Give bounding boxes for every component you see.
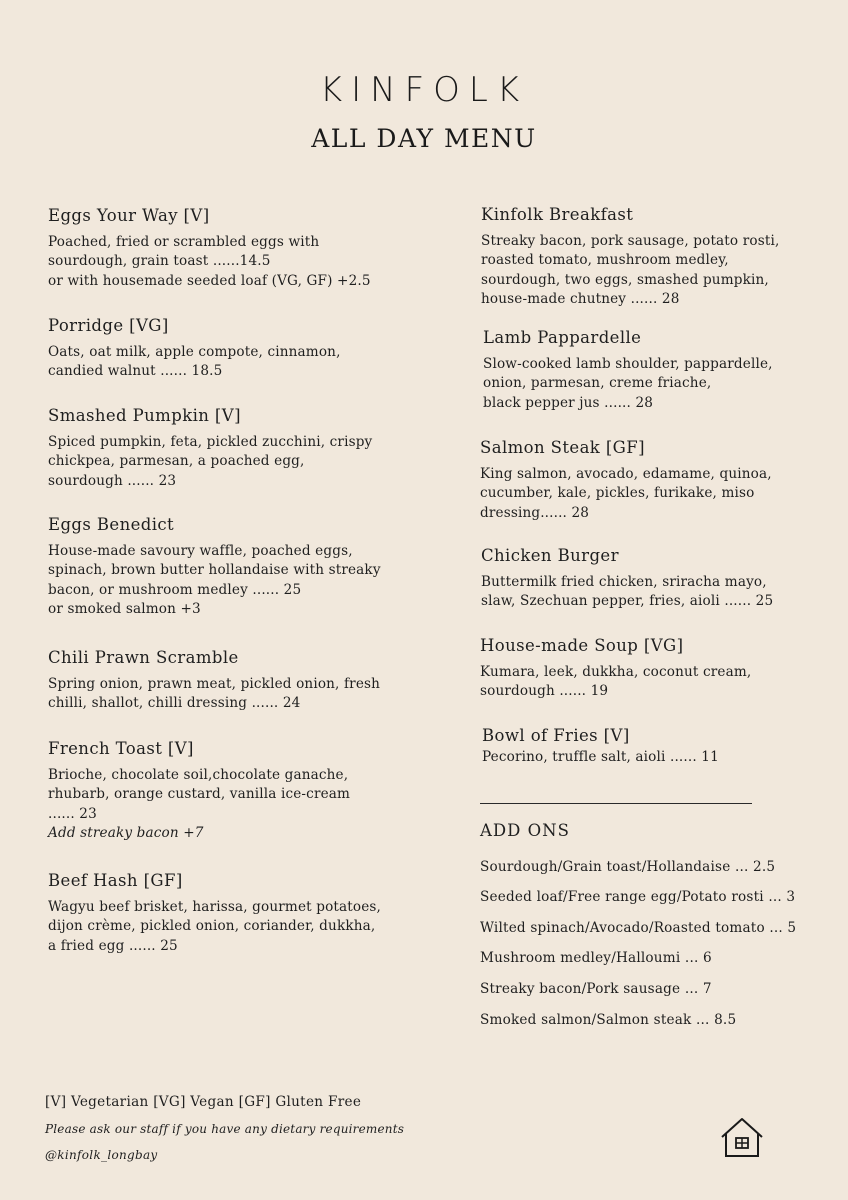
- menu-item-eggs-your-way: [48, 206, 371, 291]
- item-description: [48, 343, 341, 382]
- item-description: [483, 355, 773, 413]
- addons-title: ADD ONS: [480, 821, 570, 840]
- menu-item-beef-hash: [48, 871, 381, 956]
- desc-line: sourdough, grain toast ......14.5: [48, 253, 271, 270]
- item-description: [481, 232, 779, 309]
- desc-line: Spring onion, prawn meat, pickled onion, fresh: [48, 676, 381, 692]
- item-name: Chicken Burger: [481, 546, 619, 565]
- desc-line: bacon, or mushroom medley ...... 25: [48, 581, 302, 598]
- menu-item-porridge: [48, 316, 341, 382]
- item-description: [48, 233, 371, 291]
- menu-item-kinfolk-breakfast: [481, 205, 779, 309]
- desc-line: Brioche, chocolate soil,chocolate ganache,: [48, 767, 349, 783]
- desc-line: house-made chutney ...... 28: [481, 290, 680, 307]
- dietary-note: Please ask our staff if you have any dietary requirements: [45, 1122, 405, 1136]
- desc-line: candied walnut ...... 18.5: [48, 363, 223, 380]
- add-on-note: Add streaky bacon +7: [48, 824, 204, 841]
- item-description: [48, 433, 372, 491]
- desc-line: slaw, Szechuan pepper, fries, aioli ...... 25: [481, 593, 774, 610]
- menu-item-french-toast: [48, 739, 350, 843]
- item-name: Kinfolk Breakfast: [481, 205, 634, 224]
- menu-item-salmon-steak: [480, 438, 772, 523]
- addon-item: Smoked salmon/Salmon steak ... 8.5: [480, 1012, 737, 1028]
- desc-line: dressing...... 28: [480, 504, 590, 521]
- addon-item: Mushroom medley/Halloumi ... 6: [480, 950, 712, 966]
- desc-line: onion, parmesan, creme friache,: [483, 375, 712, 392]
- desc-line: ...... 23: [48, 805, 97, 822]
- item-description: [480, 663, 751, 702]
- item-name: Lamb Pappardelle: [483, 328, 642, 347]
- item-name: Salmon Steak [GF]: [480, 438, 645, 457]
- desc-line: sourdough ...... 19: [480, 683, 609, 700]
- desc-line: rhubarb, orange custard, vanilla ice-cream: [48, 786, 351, 803]
- desc-line: Spiced pumpkin, feta, pickled zucchini, crispy: [48, 434, 373, 450]
- addon-item: Sourdough/Grain toast/Hollandaise ... 2.5: [480, 859, 776, 875]
- item-name: Bowl of Fries [V]: [482, 726, 630, 745]
- social-handle: @kinfolk_longbay: [45, 1148, 158, 1162]
- menu-item-chili-prawn-scramble: [48, 648, 380, 714]
- item-name: Porridge [VG]: [48, 316, 169, 335]
- item-name: Eggs Your Way [V]: [48, 206, 210, 225]
- desc-line: Slow-cooked lamb shoulder, pappardelle,: [483, 356, 773, 372]
- item-description: [482, 748, 719, 767]
- desc-line: Oats, oat milk, apple compote, cinnamon,: [48, 344, 341, 360]
- dietary-legend: [V] Vegetarian [VG] Vegan [GF] Gluten Free: [45, 1094, 362, 1110]
- menu-item-eggs-benedict: [48, 515, 381, 619]
- menu-item-smashed-pumpkin: [48, 406, 372, 491]
- desc-line: chickpea, parmesan, a poached egg,: [48, 453, 305, 470]
- desc-line: black pepper jus ...... 28: [483, 394, 654, 411]
- desc-line: Streaky bacon, pork sausage, potato rosti,: [481, 233, 780, 249]
- desc-line: Poached, fried or scrambled eggs with: [48, 234, 320, 250]
- addon-item: Streaky bacon/Pork sausage ... 7: [480, 981, 712, 997]
- desc-line: Pecorino, truffle salt, aioli ...... 11: [482, 749, 719, 765]
- menu-item-chicken-burger: [481, 546, 773, 612]
- desc-line: or with housemade seeded loaf (VG, GF) +2.5: [48, 272, 371, 289]
- menu-title: ALL DAY MENU: [311, 124, 537, 153]
- desc-line: King salmon, avocado, edamame, quinoa,: [480, 466, 772, 482]
- item-description: [481, 573, 773, 612]
- desc-line: a fried egg ...... 25: [48, 937, 178, 954]
- desc-line: sourdough ...... 23: [48, 472, 177, 489]
- menu-item-bowl-of-fries: [482, 726, 719, 767]
- desc-line: Buttermilk fried chicken, sriracha mayo,: [481, 574, 767, 590]
- item-description: [480, 465, 772, 523]
- divider: [480, 803, 752, 804]
- desc-line: spinach, brown butter hollandaise with streaky: [48, 562, 381, 579]
- item-description: [48, 898, 381, 956]
- item-description: [48, 766, 350, 843]
- desc-line: roasted tomato, mushroom medley,: [481, 252, 729, 269]
- item-name: Smashed Pumpkin [V]: [48, 406, 241, 425]
- item-name: Eggs Benedict: [48, 515, 175, 534]
- brand-logo: KINFOLK: [319, 70, 529, 110]
- item-name: House-made Soup [VG]: [480, 636, 684, 655]
- desc-line: sourdough, two eggs, smashed pumpkin,: [481, 271, 769, 288]
- item-description: [48, 675, 380, 714]
- desc-line: dijon crème, pickled onion, coriander, dukkha,: [48, 918, 376, 935]
- item-description: [48, 542, 381, 619]
- desc-line: Wagyu beef brisket, harissa, gourmet potatoes,: [48, 899, 382, 915]
- item-name: Beef Hash [GF]: [48, 871, 183, 890]
- addon-item: Wilted spinach/Avocado/Roasted tomato ... 5: [480, 920, 797, 936]
- desc-line: House-made savoury waffle, poached eggs,: [48, 543, 353, 559]
- desc-line: cucumber, kale, pickles, furikake, miso: [480, 485, 755, 502]
- desc-line: or smoked salmon +3: [48, 600, 201, 617]
- menu-item-lamb-pappardelle: [483, 328, 773, 413]
- menu-item-house-made-soup: [480, 636, 751, 702]
- item-name: French Toast [V]: [48, 739, 194, 758]
- desc-line: Kumara, leek, dukkha, coconut cream,: [480, 664, 752, 680]
- addon-item: Seeded loaf/Free range egg/Potato rosti ... 3: [480, 889, 796, 905]
- item-name: Chili Prawn Scramble: [48, 648, 239, 667]
- house-icon: [718, 1115, 766, 1159]
- desc-line: chilli, shallot, chilli dressing ...... 24: [48, 695, 301, 712]
